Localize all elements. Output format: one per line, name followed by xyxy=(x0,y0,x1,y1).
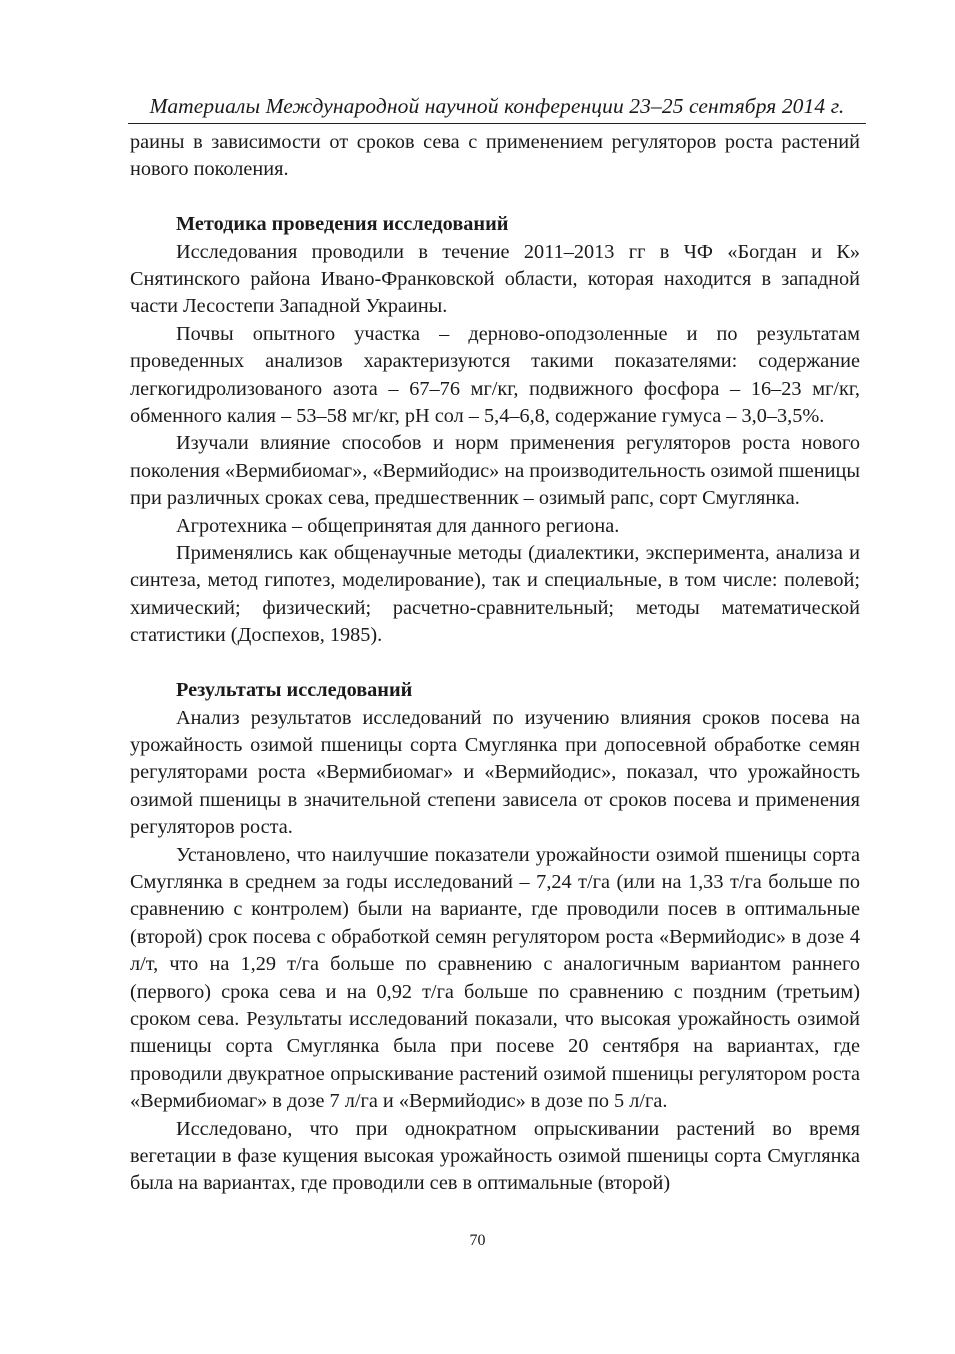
results-paragraph-findings: Установлено, что наилучшие показатели урожайности озимой пшеницы сорта Смуглянка в среднем за годы исследований – 7,24 т/га (или на 1,33 т/га больше по сравнению с контролем) были на варианте, где проводили посев в оптимальные (второй) срок посева с обработкой семян регулятором роста «Вермийодис» в дозе 4 л/т, что на 1,29 т/га больше по сравнению с аналогичным вариантом раннего (первого) срока сева и на 0,92 т/га больше по сравнению с поздним (третьим) сроком сева. Результаты исследований показали, что высокая урожайность озимой пшеницы сорта Смуглянка была при посеве 20 сентября на вариантах, где проводили двукратное опрыскивание растений озимой пшеницы регулятором роста «Вермибиомаг» в дозе 7 л/га и «Вермийодис» в дозе по 5 л/га. xyxy=(130,843,860,1113)
intro-paragraph-continued: раины в зависимости от сроков сева с применением регуляторов роста растений нового поколения. xyxy=(130,131,860,181)
header-divider xyxy=(128,123,866,124)
methods-paragraph-research-methods: Применялись как общенаучные методы (диалектики, эксперимента, анализа и синтеза, метод гипотез, моделирование), так и специальные, в том числе: полевой; химический; физический; расчетно-сравнительный; методы математической статистики (Доспехов, 1985). xyxy=(130,542,860,647)
article-body xyxy=(130,129,860,1198)
methods-paragraph-location: Исследования проводили в течение 2011–2013 гг в ЧФ «Богдан и К» Снятинского района Ивано-Франковской области, которая находится в западной части Лесостепи Западной Украины. xyxy=(130,240,860,318)
methods-paragraph-soil: Почвы опытного участка – дерново-оподзоленные и по результатам проведенных анализов характеризуются такими показателями: содержание легкогидролизованого азота – 67–76 мг/кг, подвижного фосфора – 16–23 мг/кг, обменного калия – 53–58 мг/кг, pH сол – 5,4–6,8, содержание гумуса – 3,0–3,5%. xyxy=(130,322,860,428)
section-spacer xyxy=(130,184,860,211)
results-paragraph-analysis: Анализ результатов исследований по изучению влияния сроков посева на урожайность озимой пшеницы сорта Смуглянка при допосевной обработке семян регуляторами роста «Вермибиомаг» и «Вермийодис», показал, что урожайность озимой пшеницы в значительной степени зависела от сроков посева и применения регуляторов роста. xyxy=(130,706,860,839)
section-heading-methods: Методика проведения исследований xyxy=(176,213,509,236)
section-spacer xyxy=(130,650,860,677)
methods-paragraph-study-design: Изучали влияние способов и норм применения регуляторов роста нового поколения «Вермибиомаг», «Вермийодис» на производительность озимой пшеницы при различных сроках сева, предшественник – озимый рапс, сорт Смуглянка. xyxy=(130,432,860,510)
section-heading-results: Результаты исследований xyxy=(176,679,413,702)
page-number: 70 xyxy=(469,1232,486,1249)
results-paragraph-single-spraying: Исследовано, что при однократном опрыскивании растений во время вегетации в фазе кущения высокая урожайность озимой пшеницы сорта Смуглянка была на вариантах, где проводили сев в оптимальные (второй) xyxy=(130,1117,860,1195)
methods-paragraph-agrotechnics: Агротехника – общепринятая для данного региона. xyxy=(176,514,620,537)
running-header: Материалы Международной научной конференции 23–25 сентября 2014 г. xyxy=(149,94,845,118)
